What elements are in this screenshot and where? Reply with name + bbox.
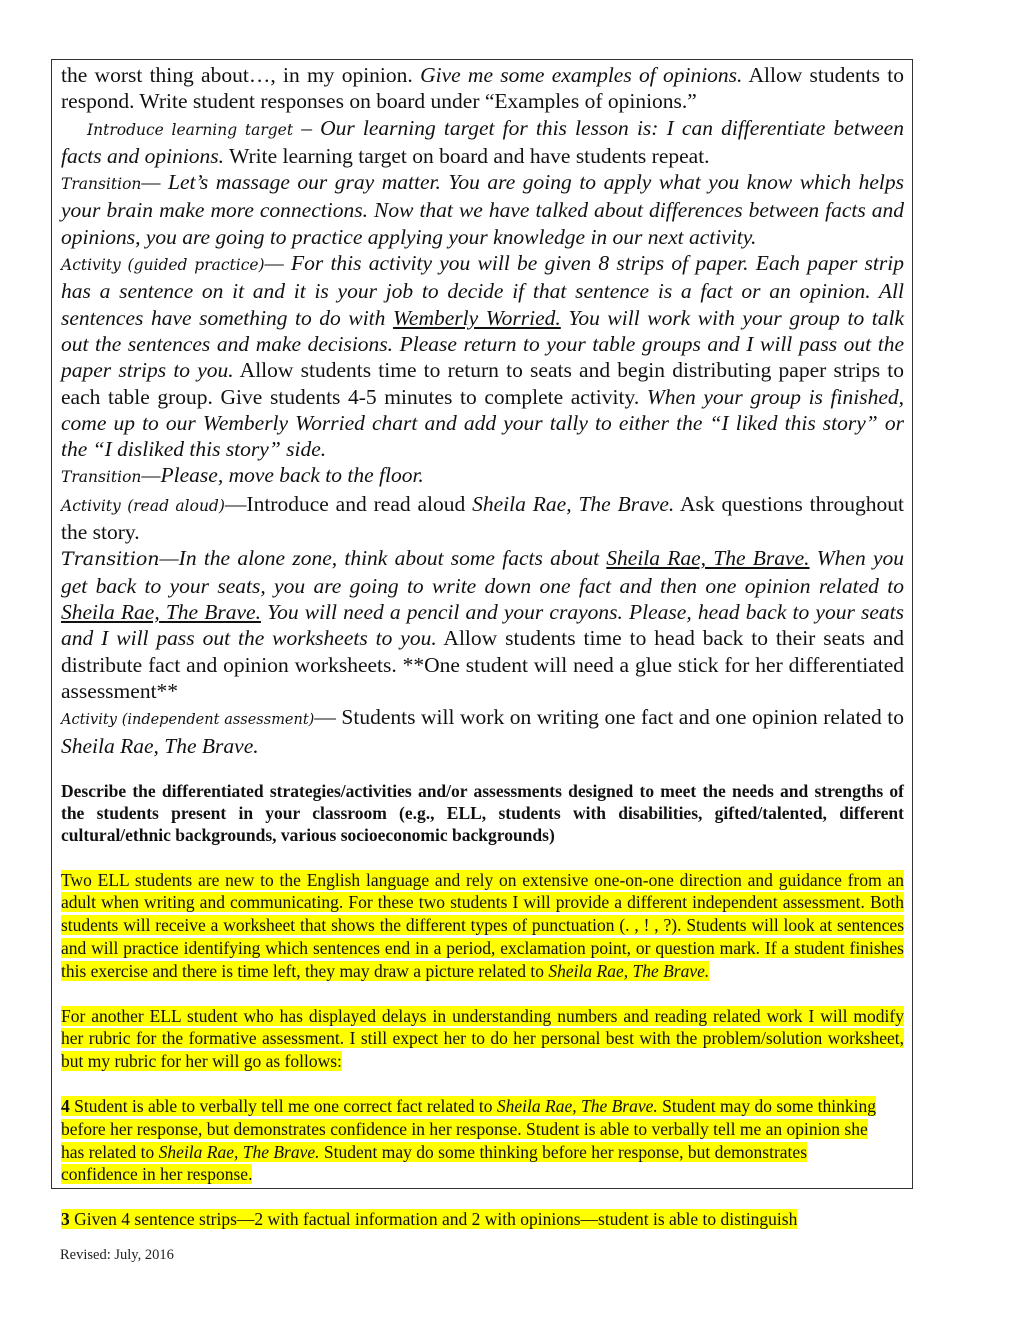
paragraph-transition-3 — [61, 545, 904, 704]
underlined-title: Sheila Rae, The Brave. — [606, 546, 810, 571]
text: — Students will work on writing one fact and one opinion related to — [314, 705, 904, 730]
underlined-title: Wemberly Worried. — [392, 305, 561, 330]
section-label: Transition — [61, 175, 142, 194]
italic-text: Sheila Rae, The Brave. — [548, 960, 710, 981]
italic-text: You will work with your group to talk out the sentences and make decisions. Please return to your table groups and I will pass out the paper strips to you. — [61, 305, 905, 383]
italic-text: Give me some examples of opinions. — [420, 63, 743, 87]
text: Allow students time to head back to their seats and distribute fact and opinion worksheets. **One student will need a glue stick for her differentiated assessment** — [61, 626, 905, 703]
italic-text: Sheila Rae, The Brave. — [158, 1141, 320, 1162]
text: – — [293, 115, 321, 140]
italic-text: — Let’s massage our gray matter. You are going to apply what you know which helps your brain make more connections. Now that we have talked about differences between facts and opinions, you are going to practice applying your knowledge in our next activity. — [61, 170, 904, 249]
section-label: Transition — [61, 548, 160, 571]
italic-text: Sheila Rae, The Brave. — [496, 1095, 658, 1116]
paragraph-opinion-examples — [61, 62, 904, 115]
document-content-box — [51, 59, 913, 1230]
section-heading: Describe the differentiated strategies/activities and/or assessments designed to meet the needs and strengths of the students present in your classroom (e.g., ELL, students with disabilities, gifted/talented, different cultural/ethnic backgrounds, various socioeconomic backgrounds) — [61, 780, 904, 846]
italic-text: —In the alone zone, think about some facts about — [159, 546, 607, 571]
paragraph-transition-1 — [61, 169, 904, 250]
section-label: Introduce learning target — [87, 120, 294, 139]
text: Ask questions throughout the story. — [61, 491, 904, 545]
underlined-title: Sheila Rae, The Brave. — [61, 599, 261, 624]
highlighted-paragraph-ell-1 — [61, 869, 904, 983]
italic-text: — For this activity you will be given 8 strips of paper. Each paper strip has a sentence on it and it is your job to decide if that sentence is a fact or an opinion. All sentences have something to do with — [61, 251, 904, 330]
section-label: Transition — [61, 468, 142, 487]
paragraph-guided-practice — [61, 250, 904, 462]
text: Two ELL students are new to the English language and rely on extensive one-on-one direction and guidance from an adult when writing and communicating. For these two students I will provide a different independent assessment. Both students will receive a worksheet that shows the different types of punctuation (. , ! , ?). Students will look at sentences and will practice identifying which sentences end in a period, exclamation point, or question mark. If a student finishes this exercise and there is time left, they may draw a picture related to — [61, 869, 904, 981]
paragraph-transition-2 — [61, 462, 904, 490]
rubric-score: 3 — [61, 1209, 70, 1230]
text: Allow students to respond. Write student responses on board under “Examples of opinions.” — [61, 63, 904, 114]
section-label: Activity (guided practice) — [61, 256, 265, 275]
text: Write learning target on board and have students repeat. — [224, 143, 710, 168]
paragraph-independent-assessment — [61, 704, 904, 760]
italic-text: Our learning target for this lesson is: I can differentiate between facts and opinions. — [61, 115, 904, 168]
paragraph-learning-target — [61, 115, 904, 170]
text: For another ELL student who has displayed delays in understanding numbers and reading related work I will modify her rubric for the formative assessment. I still expect her to do her personal best with the problem/solution worksheet, but my rubric for her will go as follows: — [61, 1005, 904, 1072]
italic-text: You will need a pencil and your crayons. Please, head back to your seats and I will pass out the worksheets to you. — [61, 599, 904, 651]
revision-footer: Revised: July, 2016 — [60, 1247, 174, 1263]
text: —Introduce and read aloud — [224, 491, 473, 516]
rubric-score: 4 — [61, 1095, 70, 1116]
section-label: Activity (independent assessment) — [61, 712, 315, 729]
italic-text: —Please, move back to the floor. — [141, 463, 424, 488]
rubric-level-3 — [61, 1208, 882, 1231]
italic-text: Sheila Rae, The Brave. — [61, 734, 259, 759]
section-label: Activity (read aloud) — [61, 496, 225, 515]
italic-text: Sheila Rae, The Brave. — [472, 491, 675, 516]
text: Allow students time to return to seats and begin distributing paper strips to each table group. Give students 4-5 minutes to complete activity. — [61, 358, 904, 409]
text: the worst thing about…, in my opinion. — [61, 63, 421, 87]
text: Student is able to verbally tell me one correct fact related to — [69, 1095, 497, 1116]
italic-text: When you get back to your seats, you are going to write down one fact and then one opinion related to — [61, 546, 904, 598]
text: Student may do some thinking before her response, but demonstrates confidence in her response. Student is able to verbally tell me an opinion she has related to — [61, 1095, 877, 1162]
rubric-level-4 — [61, 1095, 882, 1186]
text: Given 4 sentence strips—2 with factual information and 2 with opinions—student is able to distinguish — [69, 1209, 798, 1230]
paragraph-read-aloud — [61, 491, 904, 546]
highlighted-paragraph-ell-2 — [61, 1005, 904, 1073]
text: Student may do some thinking before her response, but demonstrates confidence in her response. — [61, 1141, 808, 1185]
italic-text: When your group is finished, come up to our Wemberly Worried chart and add your tally to either the “I liked this story” or the “I disliked this story” side. — [61, 384, 904, 462]
